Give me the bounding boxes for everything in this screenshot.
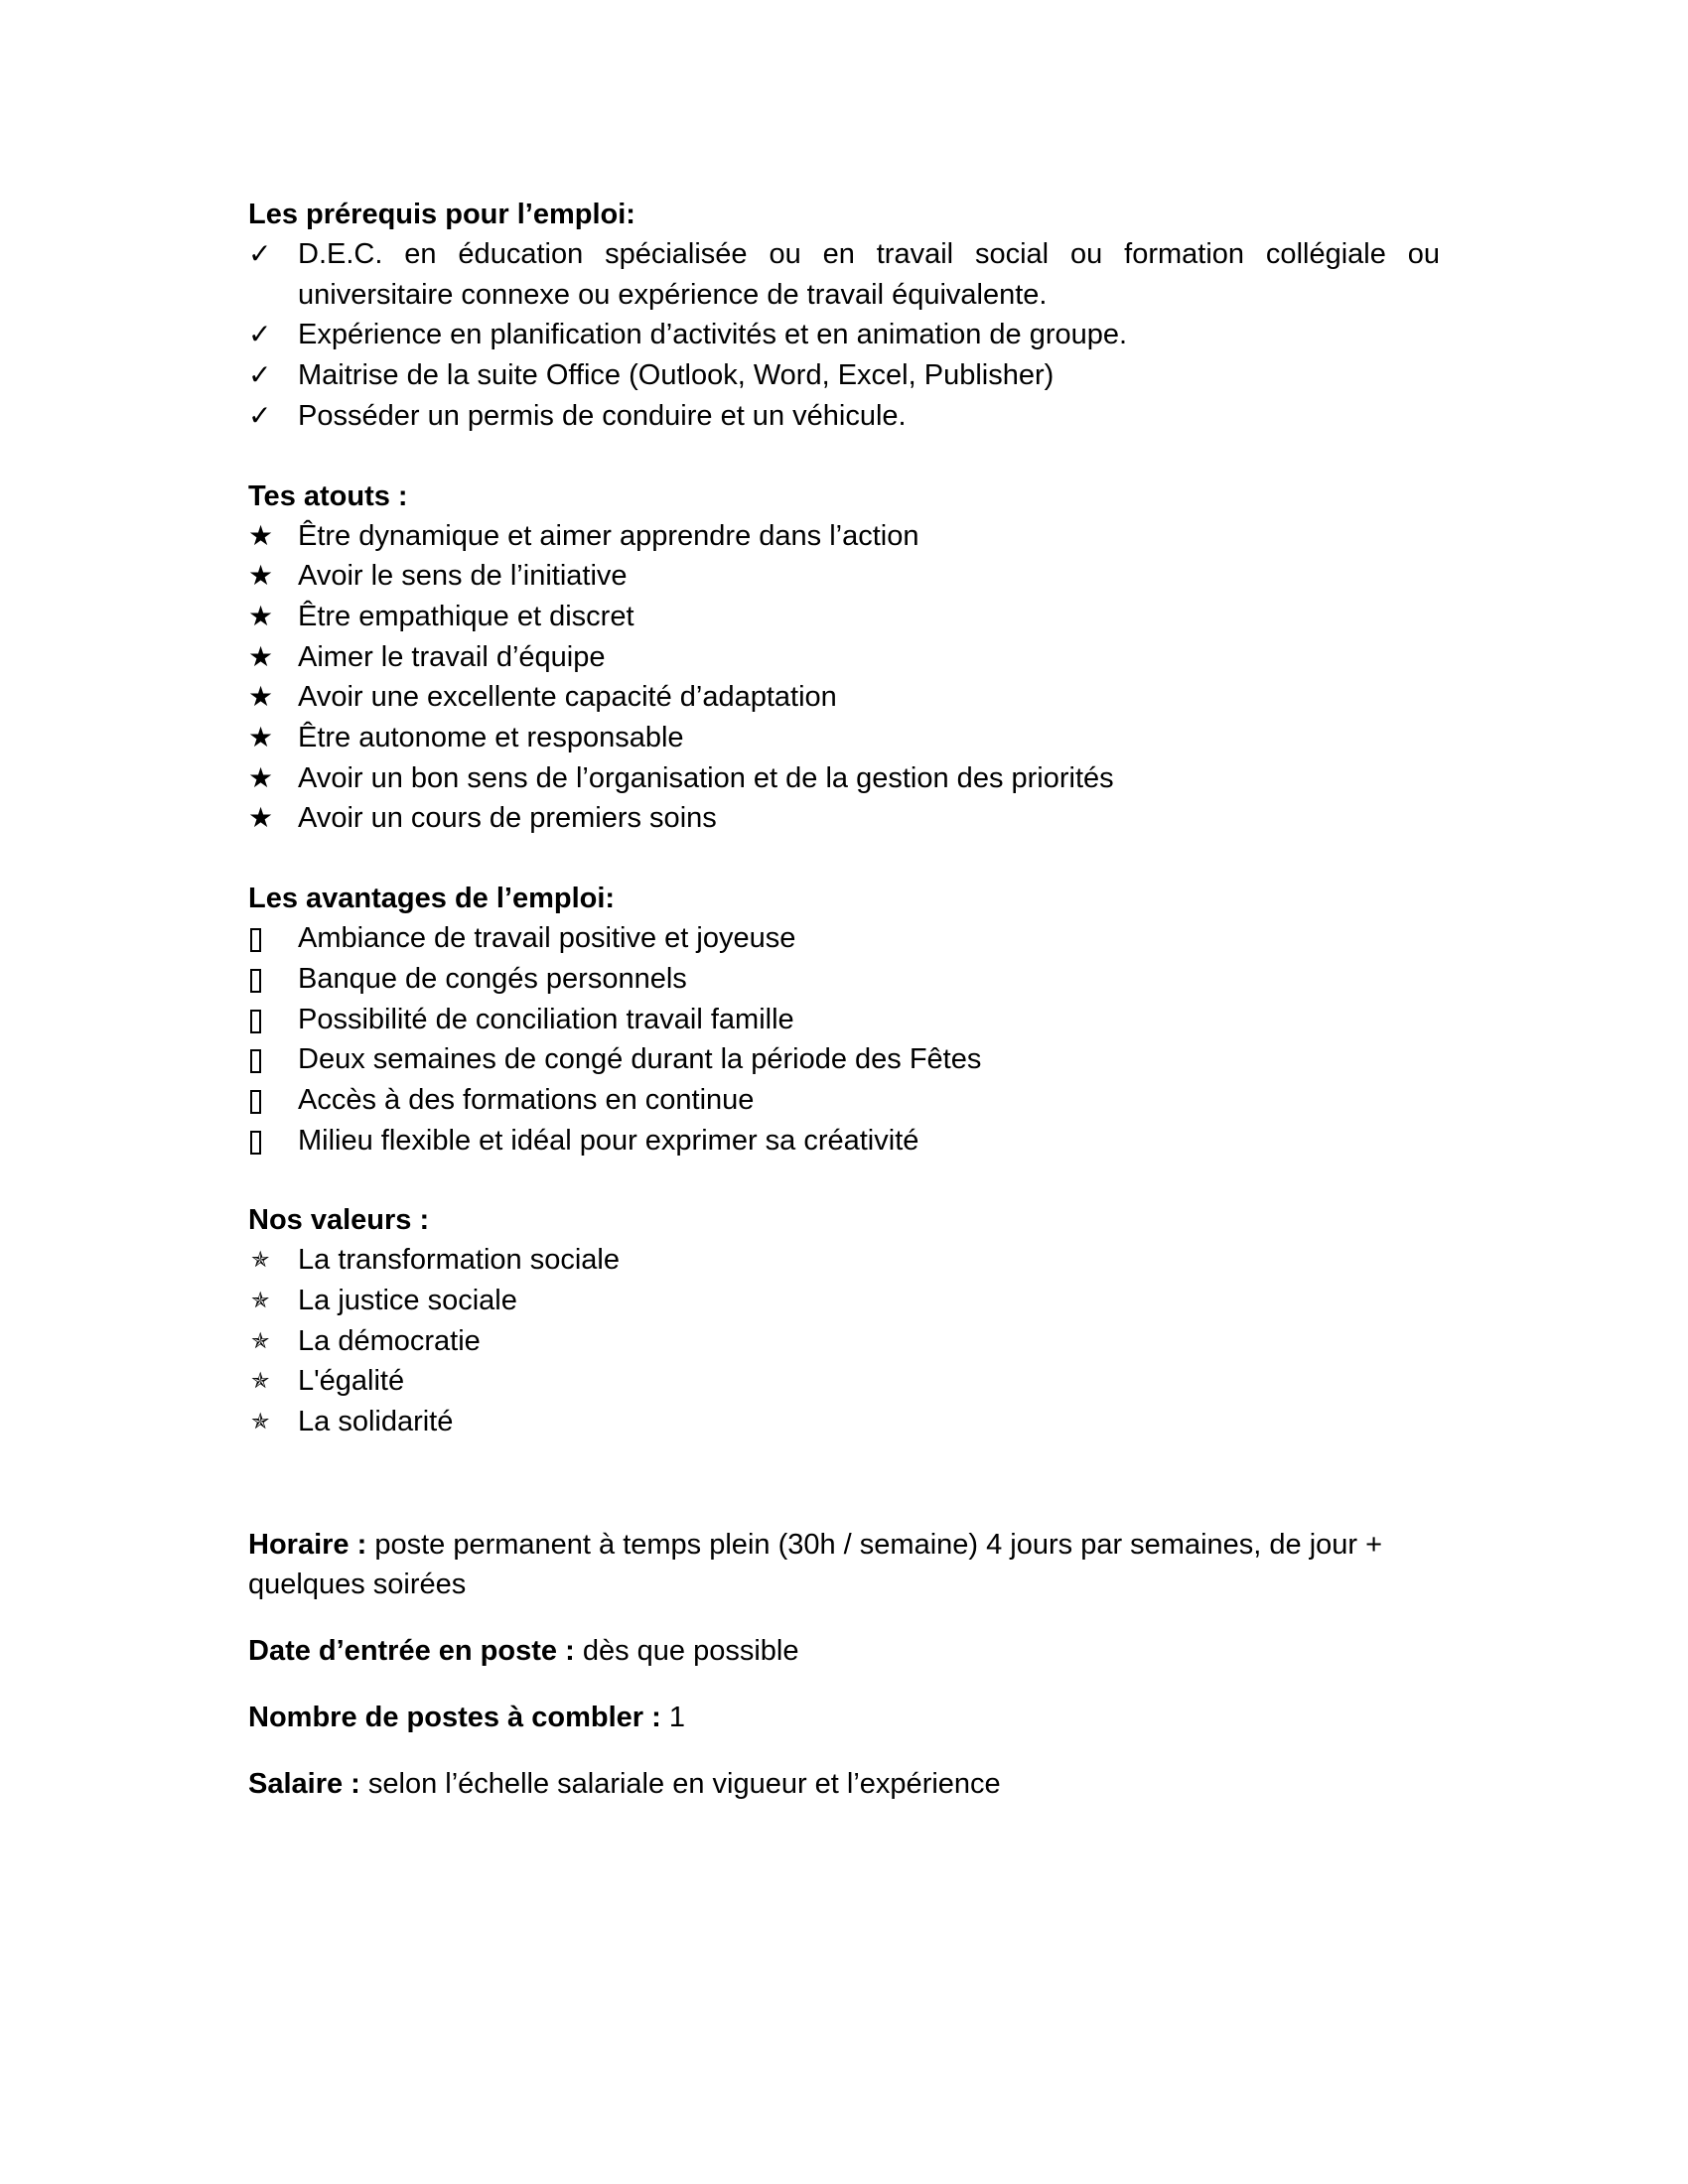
document-page bbox=[248, 189, 1440, 1804]
star-filled-icon: ★ bbox=[248, 681, 274, 713]
list-item bbox=[248, 1080, 1440, 1121]
list-item-text: Accès à des formations en continue bbox=[298, 1083, 755, 1116]
avantages-list bbox=[248, 918, 1440, 1160]
list-item-text: La solidarité bbox=[298, 1406, 454, 1438]
checkmark-icon: ✓ bbox=[248, 319, 272, 350]
list-item bbox=[248, 234, 1440, 315]
star-filled-icon: ★ bbox=[248, 802, 274, 834]
list-item bbox=[248, 556, 1440, 597]
star-filled-icon: ★ bbox=[248, 600, 274, 631]
list-item bbox=[248, 1281, 1440, 1321]
checkmark-icon: ✓ bbox=[248, 359, 272, 391]
list-item bbox=[248, 1000, 1440, 1040]
list-item bbox=[248, 758, 1440, 799]
list-item-text: Avoir un cours de premiers soins bbox=[298, 802, 717, 835]
info-value: poste permanent à temps plein (30h / semaine) 4 jours par semaines, de jour + quelques soirées bbox=[248, 1528, 1383, 1600]
list-item-text: Avoir le sens de l’initiative bbox=[298, 560, 628, 593]
info-label: Salaire : bbox=[248, 1767, 360, 1800]
list-item bbox=[248, 1402, 1440, 1442]
list-item-text: Être empathique et discret bbox=[298, 600, 634, 632]
section-heading-prerequis: Les prérequis pour l’emploi: bbox=[248, 199, 635, 230]
box-bullet-icon bbox=[248, 1039, 282, 1085]
list-item bbox=[248, 718, 1440, 758]
atouts-list bbox=[248, 516, 1440, 840]
box-bullet-icon bbox=[248, 918, 282, 964]
list-item-text: Ambiance de travail positive et joyeuse bbox=[298, 922, 796, 955]
star-outline-icon: ✯ bbox=[251, 1409, 270, 1434]
list-item-text: La démocratie bbox=[298, 1324, 481, 1357]
valeurs-list bbox=[248, 1240, 1440, 1442]
list-item-text: L'égalité bbox=[298, 1365, 405, 1398]
list-item bbox=[248, 1240, 1440, 1281]
list-item-text: Banque de congés personnels bbox=[298, 962, 687, 995]
star-filled-icon: ★ bbox=[248, 640, 274, 672]
list-item-text: Milieu flexible et idéal pour exprimer sa créativité bbox=[298, 1124, 919, 1157]
list-item-text: Deux semaines de congé durant la période des Fêtes bbox=[298, 1043, 982, 1076]
list-item bbox=[248, 918, 1440, 959]
list-item bbox=[248, 637, 1440, 678]
section-heading-avantages: Les avantages de l’emploi: bbox=[248, 883, 616, 915]
info-label: Date d’entrée en poste : bbox=[248, 1634, 575, 1667]
list-item bbox=[248, 1361, 1440, 1402]
info-value: selon l’échelle salariale en vigueur et l’expérience bbox=[367, 1767, 1001, 1800]
prerequis-list bbox=[248, 234, 1440, 437]
list-item bbox=[248, 959, 1440, 1000]
star-outline-icon: ✯ bbox=[251, 1247, 270, 1273]
list-item-text: La justice sociale bbox=[298, 1285, 517, 1317]
info-salaire bbox=[248, 1764, 1440, 1804]
list-item-text: Expérience en planification d’activités et en animation de groupe. bbox=[298, 319, 1128, 351]
box-bullet-icon bbox=[248, 1000, 282, 1045]
list-item-text: La transformation sociale bbox=[298, 1244, 620, 1277]
list-item bbox=[248, 315, 1440, 355]
list-item-text: Être dynamique et aimer apprendre dans l’action bbox=[298, 519, 919, 552]
list-item bbox=[248, 798, 1440, 839]
star-filled-icon: ★ bbox=[248, 722, 274, 753]
info-label: Horaire : bbox=[248, 1528, 367, 1561]
checkmark-icon: ✓ bbox=[248, 399, 272, 431]
star-filled-icon: ★ bbox=[248, 560, 274, 592]
list-item-text: Maitrise de la suite Office (Outlook, Word, Excel, Publisher) bbox=[298, 359, 1055, 392]
box-bullet-icon bbox=[248, 1121, 282, 1166]
list-item bbox=[248, 1321, 1440, 1362]
info-value: 1 bbox=[668, 1701, 685, 1733]
star-outline-icon: ✯ bbox=[251, 1368, 270, 1394]
list-item-text: Avoir une excellente capacité d’adaptation bbox=[298, 681, 837, 714]
list-item bbox=[248, 355, 1440, 396]
star-filled-icon: ★ bbox=[248, 519, 274, 551]
list-item-text: Avoir un bon sens de l’organisation et de la gestion des priorités bbox=[298, 761, 1114, 794]
list-item bbox=[248, 597, 1440, 637]
section-heading-valeurs: Nos valeurs : bbox=[248, 1204, 430, 1237]
list-item bbox=[248, 1039, 1440, 1080]
info-value: dès que possible bbox=[582, 1634, 799, 1667]
info-postes bbox=[248, 1698, 1440, 1737]
box-bullet-icon bbox=[248, 959, 282, 1005]
checkmark-icon: ✓ bbox=[248, 238, 272, 269]
list-item-text: Être autonome et responsable bbox=[298, 722, 684, 754]
list-item-text: Posséder un permis de conduire et un véhicule. bbox=[298, 399, 907, 432]
list-item-text: Aimer le travail d’équipe bbox=[298, 640, 606, 673]
star-outline-icon: ✯ bbox=[251, 1327, 270, 1353]
box-bullet-icon bbox=[248, 1080, 282, 1126]
list-item bbox=[248, 396, 1440, 437]
list-item bbox=[248, 677, 1440, 718]
info-label: Nombre de postes à combler : bbox=[248, 1701, 661, 1733]
info-horaire bbox=[248, 1525, 1440, 1604]
list-item-text: Possibilité de conciliation travail famille bbox=[298, 1003, 794, 1035]
info-date-entree bbox=[248, 1631, 1440, 1671]
list-item bbox=[248, 1121, 1440, 1161]
list-item-text: D.E.C. en éducation spécialisée ou en travail social ou formation collégiale ou universitaire connexe ou expérience de travail équivalente. bbox=[298, 238, 1440, 311]
list-item bbox=[248, 516, 1440, 557]
star-outline-icon: ✯ bbox=[251, 1288, 270, 1313]
section-heading-atouts: Tes atouts : bbox=[248, 479, 408, 512]
star-filled-icon: ★ bbox=[248, 761, 274, 793]
